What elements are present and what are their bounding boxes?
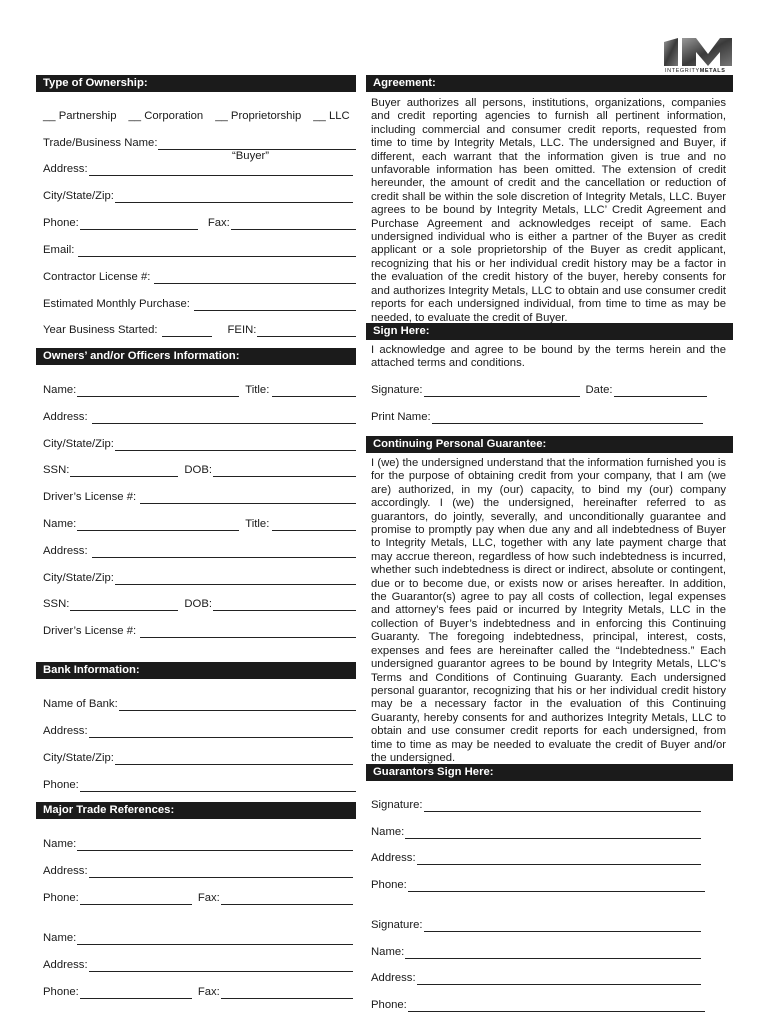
bank-city-field[interactable]	[115, 754, 353, 765]
email-label: Email:	[43, 244, 75, 256]
g2-name-row	[371, 945, 701, 959]
ref2-name-label: Name:	[43, 932, 77, 944]
trade-refs-header: Major Trade References:	[36, 802, 356, 819]
owner1-city-field[interactable]	[115, 440, 356, 451]
owner2-dl-label: Driver’s License #:	[43, 625, 137, 637]
g1-address-row	[371, 851, 701, 865]
company-fax-field[interactable]	[231, 219, 356, 230]
option-corporation[interactable]: __ Corporation	[128, 110, 204, 122]
print-name-label: Print Name:	[371, 411, 431, 423]
ref1-name-row	[43, 837, 353, 851]
ref1-phone-label: Phone:	[43, 892, 79, 904]
company-address-row	[43, 162, 353, 176]
owner1-dob-label: DOB:	[184, 464, 212, 476]
owner1-dl-row	[43, 490, 356, 504]
agreement-text: Buyer authorizes all persons, institutions, organizations, companies and credit reporting agencies to furnish all pertinent information, including commercial and consumer credit reports, requested from time to time by Integrity Metals, LLC. The undersigned and Buyer, if different, each warrant that the information given is true and no unfavorable information has been omitted. The extension of credit hereunder, the amount of credit and the cancellation or reduction of credit shall be within the sole discretion of Integrity Metals, LLC. Buyer agrees to be bound by Integrity Metals, LLC’ Credit Agreement and Purchase Agreement and acknowledges receipt of same. Each undersigned individual who is either a partner of the Buyer as credit applicant or a sole proprietorship of the Buyer as credit applicant, recognizing that his or her individual credit history may be a factor in the evaluation of the credit history of the buyer, hereby consents for and authorizes Integrity Metals, LLC to obtain and use consumer credit reports for each undersigned individual, from time to time as may be needed, to evaluate the credit of Buyer.	[371, 97, 726, 324]
contractor-row	[43, 270, 356, 284]
logo-wordmark: INTEGRITYMETALS	[665, 68, 726, 74]
ownership-options	[43, 110, 350, 122]
guarantors-header: Guarantors Sign Here:	[366, 764, 733, 781]
trade-name-field[interactable]	[158, 139, 356, 150]
owner2-dl-field[interactable]	[140, 627, 356, 638]
year-field[interactable]	[162, 326, 212, 337]
owner2-dl-row	[43, 624, 356, 638]
bank-address-label: Address:	[43, 725, 88, 737]
owner2-dob-label: DOB:	[184, 598, 212, 610]
company-phone-field[interactable]	[80, 219, 198, 230]
ref2-phone-field[interactable]	[80, 988, 192, 999]
owner2-city-row	[43, 571, 356, 585]
bank-name-field[interactable]	[119, 700, 356, 711]
ref1-fax-field[interactable]	[221, 894, 353, 905]
trade-name-row	[43, 136, 356, 150]
ref1-name-field[interactable]	[77, 840, 353, 851]
ref1-address-label: Address:	[43, 865, 88, 877]
fein-label: FEIN:	[227, 324, 257, 336]
g1-address-field[interactable]	[417, 854, 701, 865]
g1-phone-row	[371, 878, 705, 892]
address-label: Address:	[43, 163, 88, 175]
signature-field[interactable]	[424, 386, 580, 397]
bank-name-label: Name of Bank:	[43, 698, 118, 710]
g2-signature-label: Signature:	[371, 919, 423, 931]
owner2-city-field[interactable]	[115, 574, 356, 585]
buyer-note: “Buyer”	[232, 150, 270, 162]
g2-phone-row	[371, 998, 705, 1012]
owner1-name-field[interactable]	[77, 386, 239, 397]
date-label: Date:	[585, 384, 613, 396]
monthly-field[interactable]	[194, 300, 356, 311]
ref2-name-row	[43, 931, 353, 945]
bank-header: Bank Information:	[36, 662, 356, 679]
owner1-dl-label: Driver’s License #:	[43, 491, 137, 503]
ref1-address-row	[43, 864, 353, 878]
owner2-ssn-label: SSN:	[43, 598, 70, 610]
g1-signature-row	[371, 798, 701, 812]
owners-header: Owners’ and/or Officers Information:	[36, 348, 356, 365]
g2-name-field[interactable]	[405, 948, 701, 959]
phone-label: Phone:	[43, 217, 79, 229]
monthly-purchase-row	[43, 297, 356, 311]
ref2-address-field[interactable]	[89, 961, 353, 972]
g2-phone-label: Phone:	[371, 999, 407, 1011]
guarantee-header: Continuing Personal Guarantee:	[366, 436, 733, 453]
bank-phone-row	[43, 778, 356, 792]
owner1-dl-field[interactable]	[140, 493, 356, 504]
owner2-dob-field[interactable]	[213, 600, 356, 611]
owner1-address-label: Address:	[43, 411, 88, 423]
company-address-field[interactable]	[89, 165, 353, 176]
g1-name-label: Name:	[371, 826, 405, 838]
g2-signature-field[interactable]	[424, 921, 702, 932]
ref2-name-field[interactable]	[77, 934, 353, 945]
year-label: Year Business Started:	[43, 324, 158, 336]
option-partnership[interactable]: __ Partnership	[43, 110, 117, 122]
bank-phone-label: Phone:	[43, 779, 79, 791]
owner1-name-row	[43, 383, 356, 397]
owner1-city-row	[43, 437, 356, 451]
city-label: City/State/Zip:	[43, 190, 114, 202]
bank-address-field[interactable]	[89, 727, 353, 738]
owner1-ssn-field[interactable]	[70, 466, 178, 477]
owner1-dob-field[interactable]	[213, 466, 356, 477]
g1-name-field[interactable]	[405, 828, 701, 839]
option-llc[interactable]: __ LLC	[313, 110, 350, 122]
ref1-address-field[interactable]	[89, 867, 353, 878]
owner2-address-label: Address:	[43, 545, 88, 557]
bank-phone-field[interactable]	[80, 781, 356, 792]
owner1-address-row	[43, 410, 356, 424]
owner1-address-field[interactable]	[92, 413, 356, 424]
option-proprietorship[interactable]: __ Proprietorship	[215, 110, 302, 122]
owner2-name-label: Name:	[43, 518, 77, 530]
sign-here-header: Sign Here:	[366, 323, 733, 340]
ref1-name-label: Name:	[43, 838, 77, 850]
bank-address-row	[43, 724, 353, 738]
print-name-field[interactable]	[432, 413, 703, 424]
g1-signature-label: Signature:	[371, 799, 423, 811]
owner2-address-row	[43, 544, 356, 558]
signature-label: Signature:	[371, 384, 423, 396]
g2-signature-row	[371, 918, 701, 932]
trade-name-label: Trade/Business Name:	[43, 137, 158, 149]
date-field[interactable]	[614, 386, 707, 397]
ownership-header: Type of Ownership:	[36, 75, 356, 92]
owner2-ssn-row	[43, 597, 356, 611]
bank-city-label: City/State/Zip:	[43, 752, 114, 764]
company-city-field[interactable]	[115, 192, 353, 203]
g2-address-field[interactable]	[417, 974, 701, 985]
owner2-title-field[interactable]	[272, 520, 356, 531]
year-fein-row	[43, 323, 356, 337]
sign-date-row	[371, 383, 707, 397]
contractor-label: Contractor License #:	[43, 271, 151, 283]
owner1-city-label: City/State/Zip:	[43, 438, 114, 450]
bank-name-row	[43, 697, 356, 711]
g2-address-label: Address:	[371, 972, 416, 984]
owner2-address-field[interactable]	[92, 547, 356, 558]
ref2-address-row	[43, 958, 353, 972]
bank-city-row	[43, 751, 353, 765]
owner2-ssn-field[interactable]	[70, 600, 178, 611]
owner2-name-row	[43, 517, 356, 531]
g1-name-row	[371, 825, 701, 839]
company-city-row	[43, 189, 353, 203]
guarantee-text: I (we) the undersigned understand that the information furnished you is for the purpose of obtaining credit from your company, that I am (we are) authorized, in my (our) capacity, to bind my (our) company accordingly. I (we) the undersigned, hereinafter referred to as guarantors, do jointly, severally, and unconditionally guarantee and promise to promptly pay when due any and all indebtedness of Buyer to Integrity Metals, LLC, together with any late payment charge that may accrue thereon, regardless of how such indebtedness is incurred, whether such indebtedness is direct or indirect, absolute or contingent, due or to become due, or exists now or arises hereafter. In addition, the Guarantor(s) agree to pay all costs of collection, legal expenses and attorney’s fees paid or incurred by Integrity Metals, LLC in the collection of Buyer’s indebtedness and in enforcing this Continuing Guaranty. The foregoing indebtedness, principal, interest, costs, expenses and fees are hereinafter called the “Indebtedness.” Each undersigned guarantor agrees to be bound by Integrity Metals, LLC’s Terms and Conditions of Continuing Guaranty. Each undersigned personal guarantor, recognizing that his or her individual credit history may be a necessary factor in the evaluation of this Continuing Guaranty, hereby consents for and authorizes Integrity Metals, LLC to obtain and use consumer credit reports for each undersigned, from time to time as may be needed to evaluate the credit of Buyer and/or the undersigned.	[371, 457, 726, 764]
g1-phone-label: Phone:	[371, 879, 407, 891]
owner1-title-label: Title:	[245, 384, 270, 396]
contractor-field[interactable]	[154, 273, 356, 284]
owner1-name-label: Name:	[43, 384, 77, 396]
ref2-address-label: Address:	[43, 959, 88, 971]
fax-label: Fax:	[207, 217, 230, 229]
g1-phone-field[interactable]	[408, 881, 705, 892]
ref2-phone-fax-row	[43, 985, 353, 999]
ref2-fax-field[interactable]	[221, 988, 353, 999]
g1-address-label: Address:	[371, 852, 416, 864]
g2-address-row	[371, 971, 701, 985]
email-row	[43, 243, 356, 257]
ref2-fax-label: Fax:	[197, 986, 220, 998]
ref1-phone-fax-row	[43, 891, 353, 905]
owner1-ssn-label: SSN:	[43, 464, 70, 476]
company-phone-fax-row	[43, 216, 356, 230]
g1-signature-field[interactable]	[424, 801, 702, 812]
owner1-ssn-row	[43, 463, 356, 477]
g2-name-label: Name:	[371, 946, 405, 958]
print-name-row	[371, 410, 703, 424]
email-field[interactable]	[78, 246, 356, 257]
ref2-phone-label: Phone:	[43, 986, 79, 998]
owner1-title-field[interactable]	[272, 386, 356, 397]
ref1-fax-label: Fax:	[197, 892, 220, 904]
monthly-label: Estimated Monthly Purchase:	[43, 298, 190, 310]
owner2-city-label: City/State/Zip:	[43, 572, 114, 584]
g2-phone-field[interactable]	[408, 1001, 705, 1012]
owner2-name-field[interactable]	[77, 520, 239, 531]
owner2-title-label: Title:	[245, 518, 270, 530]
ref1-phone-field[interactable]	[80, 894, 192, 905]
fein-field[interactable]	[257, 326, 356, 337]
sign-here-text: I acknowledge and agree to be bound by the terms herein and the attached terms and conditions.	[371, 344, 726, 370]
agreement-header: Agreement:	[366, 75, 733, 92]
